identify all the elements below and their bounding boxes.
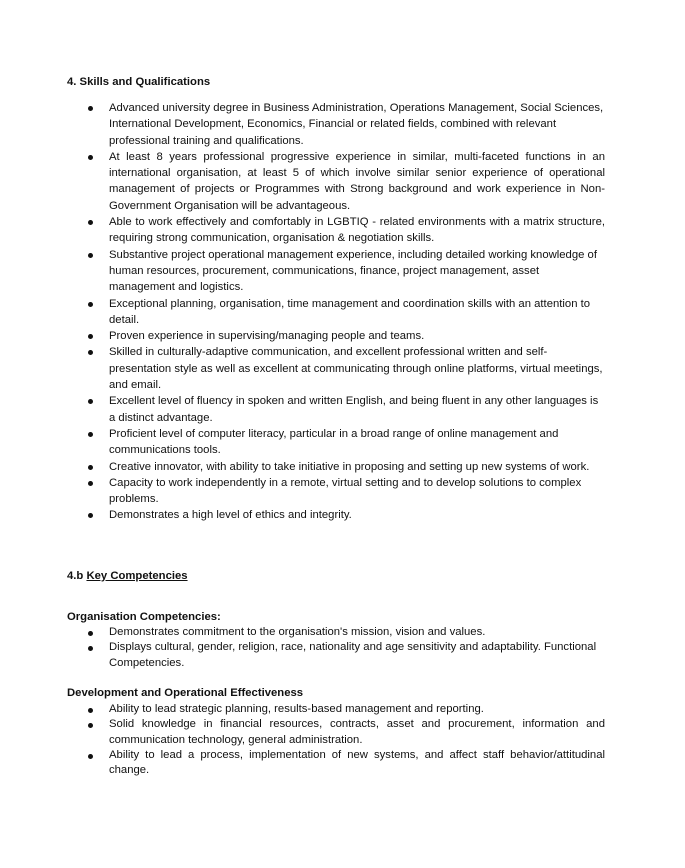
bullet-icon [88, 481, 93, 486]
bullet-icon [88, 302, 93, 307]
skills-list [88, 100, 605, 524]
list-item: Demonstrates a high level of ethics and integrity. [88, 507, 605, 523]
bullet-icon [88, 220, 93, 225]
bullet-icon [88, 723, 93, 728]
org-competencies-list [88, 625, 605, 671]
bullet-icon [88, 399, 93, 404]
list-item: Able to work effectively and comfortably in LGBTIQ - related environments with a matrix structure, requiring strong communication, organisation & negotiation skills. [88, 214, 605, 247]
list-item: Substantive project operational management experience, including detailed working knowledge of human resources, procurement, communications, finance, project management, asset management and logistics. [88, 247, 605, 296]
list-item: Exceptional planning, organisation, time management and coordination skills with an attention to detail. [88, 296, 605, 329]
list-item: Creative innovator, with ability to take initiative in proposing and setting up new systems of work. [88, 459, 605, 475]
list-item: Ability to lead strategic planning, results-based management and reporting. [88, 702, 605, 717]
section-title: 4. Skills and Qualifications [67, 76, 211, 88]
list-item: Excellent level of fluency in spoken and written English, and being fluent in any other languages is a distinct advantage. [88, 393, 605, 426]
bullet-icon [88, 465, 93, 470]
list-item: Advanced university degree in Business Administration, Operations Management, Social Sciences, International Development, Economics, Financial or related fields, combined with relevant professional training and qualifications. [88, 100, 605, 149]
list-item: Proficient level of computer literacy, particular in a broad range of online management and communications tools. [88, 426, 605, 459]
section-heading-skills [67, 75, 210, 89]
section-number: 4.b [67, 570, 84, 582]
list-item: Ability to lead a process, implementation of new systems, and affect staff behavior/attitudinal change. [88, 748, 605, 779]
section-title: Key Competencies [86, 570, 188, 582]
section-heading-competencies [67, 569, 188, 583]
bullet-icon [88, 754, 93, 759]
dev-effectiveness-list [88, 702, 605, 778]
bullet-icon [88, 708, 93, 713]
list-item: Demonstrates commitment to the organisation's mission, vision and values. [88, 625, 605, 640]
list-item: Solid knowledge in financial resources, contracts, asset and procurement, information and communication technology, general administration. [88, 717, 605, 748]
bullet-icon [88, 106, 93, 111]
bullet-icon [88, 253, 93, 258]
bullet-icon [88, 646, 93, 651]
list-item: Displays cultural, gender, religion, race, nationality and age sensitivity and adaptability. Functional Competencies. [88, 640, 605, 671]
list-item: At least 8 years professional progressive experience in similar, multi-faceted functions in an international organisation, at least 5 of which involve similar senior experience of operational management of projects or Programmes with Strong background and work experience in Non-Government Organisation will be advantageous. [88, 149, 605, 214]
list-item: Capacity to work independently in a remote, virtual setting and to develop solutions to complex problems. [88, 475, 605, 508]
subheading-org-competencies: Organisation Competencies: [67, 611, 221, 623]
bullet-icon [88, 350, 93, 355]
bullet-icon [88, 155, 93, 160]
list-item: Skilled in culturally-adaptive communication, and excellent professional written and self-presentation style as well as excellent at communicating through online platforms, virtual meetings, and email. [88, 344, 605, 393]
bullet-icon [88, 513, 93, 518]
bullet-icon [88, 432, 93, 437]
bullet-icon [88, 334, 93, 339]
subheading-dev-effectiveness: Development and Operational Effectiveness [67, 687, 304, 699]
bullet-icon [88, 631, 93, 636]
list-item: Proven experience in supervising/managing people and teams. [88, 328, 605, 344]
